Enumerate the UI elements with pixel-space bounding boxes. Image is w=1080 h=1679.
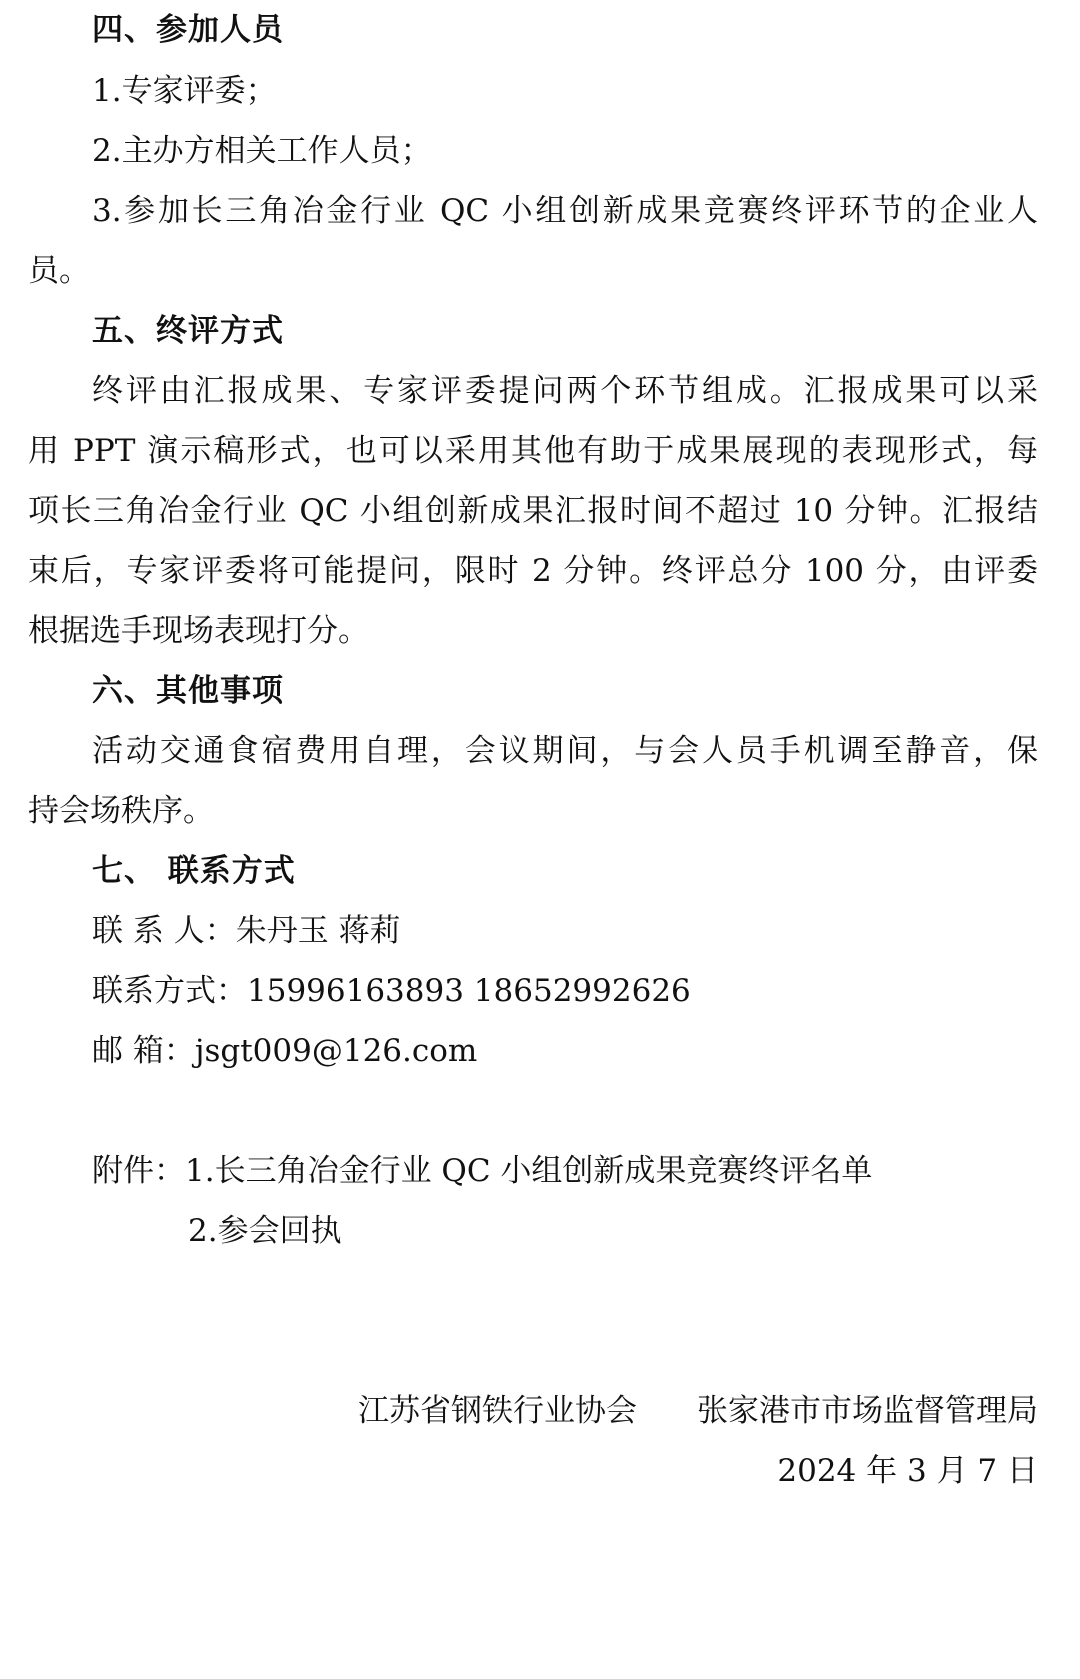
section-heading-contact: 七、 联系方式	[92, 853, 296, 889]
other-matters-line-2: 持会场秩序。	[28, 793, 214, 829]
section-heading-other-matters: 六、其他事项	[92, 673, 284, 709]
issuer-steel-association: 江苏省钢铁行业协会	[358, 1393, 637, 1429]
attachment-item-2: 2.参会回执	[188, 1213, 342, 1249]
contact-person: 联 系 人：朱丹玉 蒋莉	[92, 913, 401, 949]
participant-item-3: 3.参加长三角冶金行业 QC 小组创新成果竞赛终评环节的企业人	[92, 193, 1038, 229]
attachment-item-1: 附件：1.长三角冶金行业 QC 小组创新成果竞赛终评名单	[92, 1153, 873, 1189]
contact-phone: 联系方式：15996163893 18652992626	[92, 973, 691, 1009]
issue-date: 2024 年 3 月 7 日	[777, 1453, 1038, 1489]
other-matters-line-1: 活动交通食宿费用自理，会议期间，与会人员手机调至静音，保	[92, 733, 1038, 769]
review-paragraph-line-3: 项长三角冶金行业 QC 小组创新成果汇报时间不超过 10 分钟。汇报结	[28, 493, 1038, 529]
contact-email: 邮 箱：jsgt009@126.com	[92, 1033, 478, 1069]
participant-item-1: 1.专家评委；	[92, 73, 277, 109]
review-paragraph-line-4: 束后，专家评委将可能提问，限时 2 分钟。终评总分 100 分，由评委	[28, 553, 1038, 589]
review-paragraph-line-1: 终评由汇报成果、专家评委提问两个环节组成。汇报成果可以采	[92, 373, 1038, 409]
participant-item-3-continued: 员。	[28, 253, 90, 289]
review-paragraph-line-2: 用 PPT 演示稿形式，也可以采用其他有助于成果展现的表现形式，每	[28, 433, 1038, 469]
review-paragraph-line-5: 根据选手现场表现打分。	[28, 613, 369, 649]
issuer-market-supervision-bureau: 张家港市市场监督管理局	[697, 1393, 1038, 1429]
issuing-organizations	[358, 1391, 1038, 1431]
section-heading-final-review: 五、终评方式	[92, 313, 284, 349]
section-heading-participants: 四、参加人员	[92, 12, 284, 48]
participant-item-2: 2.主办方相关工作人员；	[92, 133, 432, 169]
